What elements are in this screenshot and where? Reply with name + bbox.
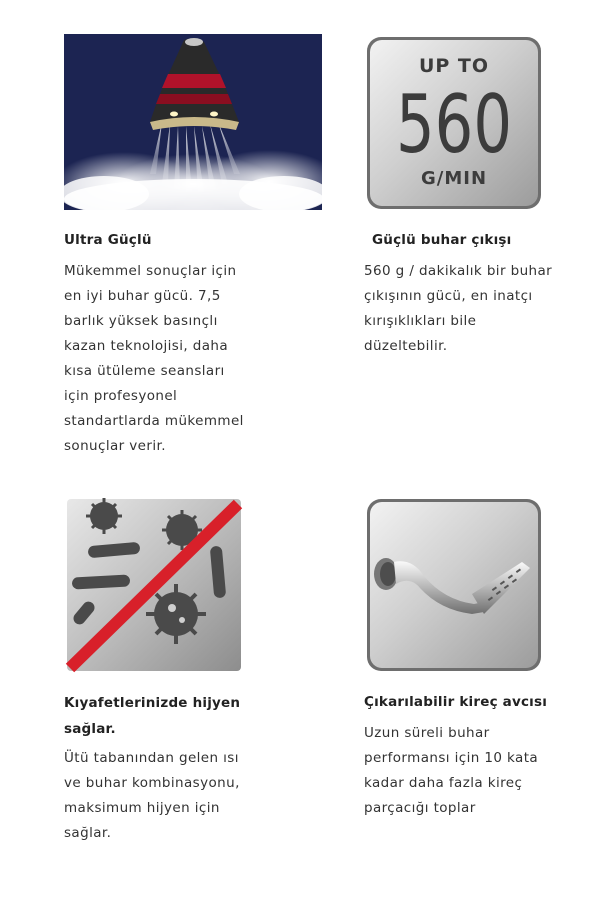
title-line: Kıyafetlerinizde hijyen — [64, 695, 241, 711]
description-line: standartlarda mükemmel — [64, 413, 244, 429]
description-line: düzeltebilir. — [364, 338, 448, 354]
badge-value-text: 560 — [396, 78, 512, 171]
feature-title: Ultra Güçlü — [64, 232, 152, 248]
anti-scale-rod-icon — [364, 496, 544, 674]
description-line: Mükemmel sonuçlar için — [64, 263, 237, 279]
description-line: en iyi buhar gücü. 7,5 — [64, 288, 221, 304]
description-line: çıkışının gücü, en inatçı — [364, 288, 533, 304]
feature-description — [64, 746, 240, 846]
description-line: performansı için 10 kata — [364, 750, 539, 766]
description-line: Ütü tabanından gelen ısı — [64, 750, 239, 766]
feature-card-ultra-power — [64, 34, 304, 464]
description-line: ve buhar kombinasyonu, — [64, 775, 240, 791]
description-line: kazan teknolojisi, daha — [64, 338, 229, 354]
description-line: barlık yüksek basınçlı — [64, 313, 218, 329]
description-line: 560 g / dakikalık bir buhar — [364, 263, 553, 279]
steam-iron-photo — [64, 34, 322, 210]
description-line: kırışıklıkları bile — [364, 313, 477, 329]
feature-card-anti-scale — [364, 496, 604, 856]
no-bacteria-icon — [64, 496, 244, 674]
feature-title: Güçlü buhar çıkışı — [372, 232, 512, 248]
feature-title: Çıkarılabilir kireç avcısı — [364, 694, 548, 710]
badge-unit-text: G/MIN — [420, 168, 488, 189]
description-line: sağlar. — [64, 825, 112, 841]
feature-description — [364, 259, 609, 359]
steam-output-badge — [364, 34, 544, 212]
description-line: maksimum hijyen için — [64, 800, 220, 816]
feature-card-steam-output — [364, 34, 604, 364]
description-line: sonuçlar verir. — [64, 438, 166, 454]
description-line: kısa ütüleme seansları — [64, 363, 225, 379]
feature-description — [64, 259, 244, 459]
feature-description — [364, 721, 538, 821]
description-line: Uzun süreli buhar — [364, 725, 490, 741]
title-line: sağlar. — [64, 721, 116, 737]
feature-title — [64, 690, 240, 742]
description-line: için profesyonel — [64, 388, 178, 404]
feature-card-hygiene — [64, 496, 304, 856]
badge-top-text: UP TO — [418, 55, 490, 77]
description-line: parçacığı toplar — [364, 800, 476, 816]
description-line: kadar daha fazla kireç — [364, 775, 523, 791]
